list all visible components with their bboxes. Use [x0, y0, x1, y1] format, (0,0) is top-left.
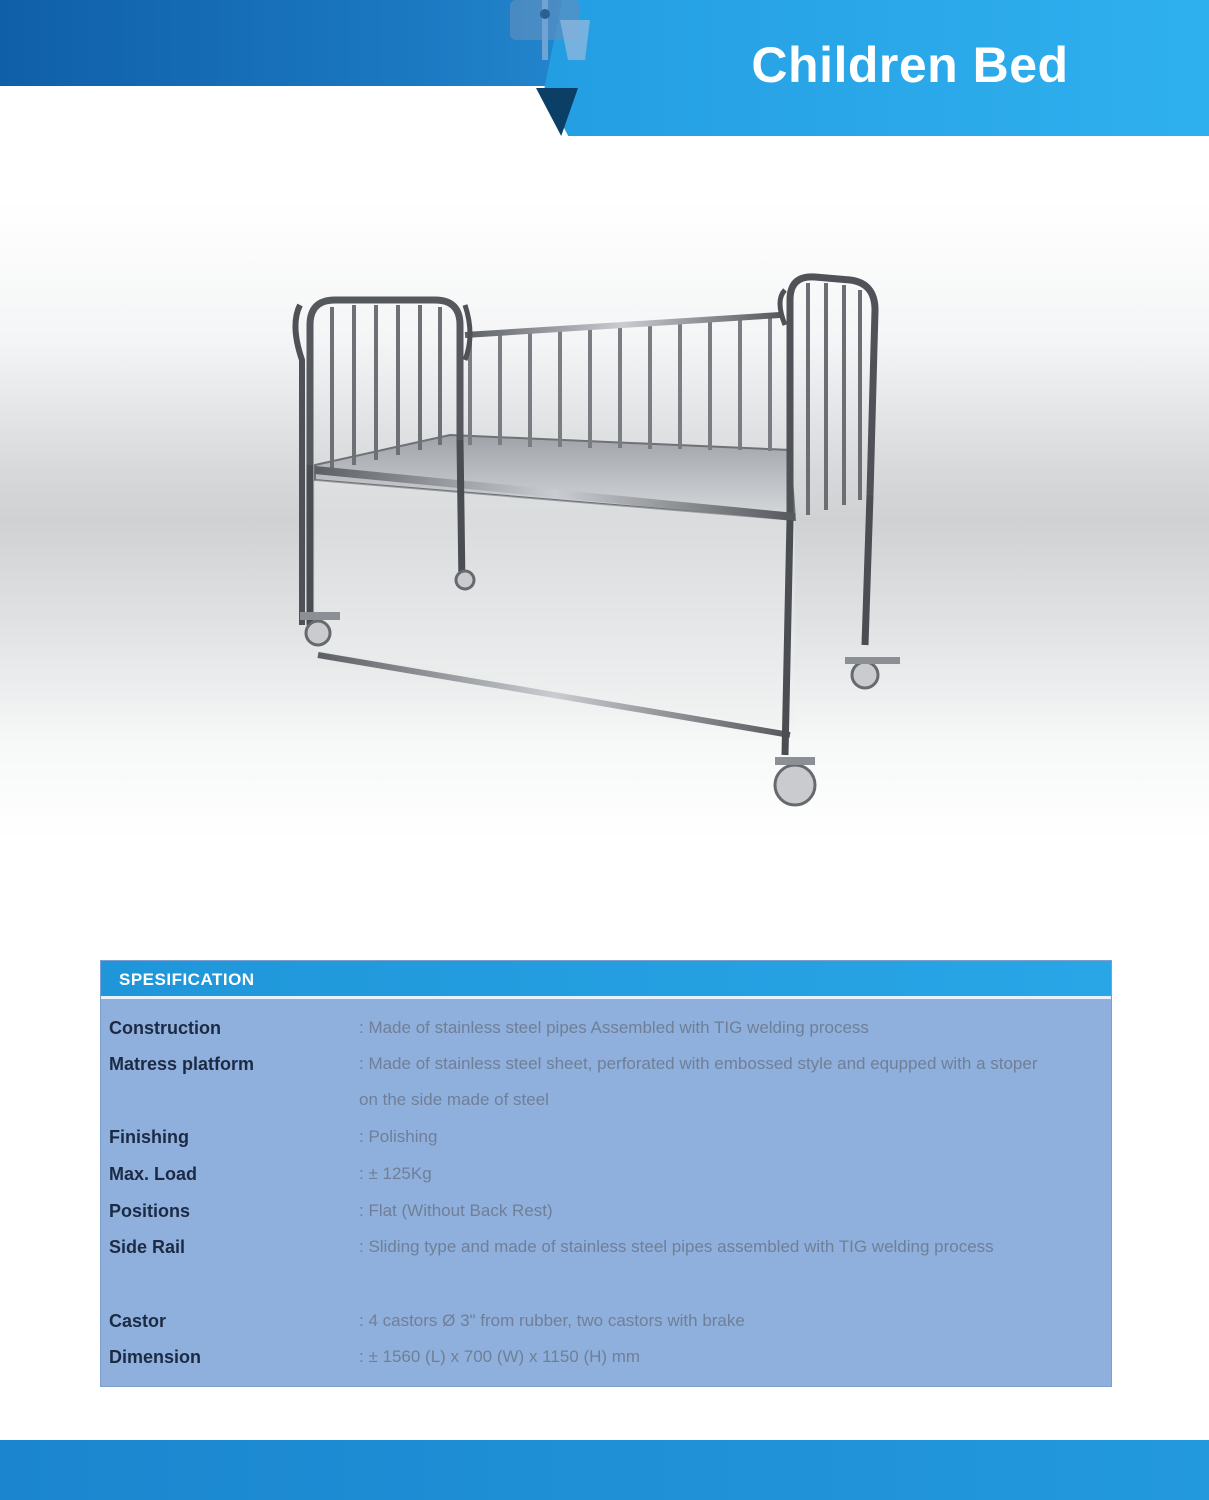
iv-stand-decoration-icon [490, 0, 600, 70]
spec-label: Matress platform [109, 1054, 255, 1074]
children-bed-image [270, 265, 920, 825]
spec-value: : Polishing [359, 1127, 438, 1146]
spec-label: Side Rail [109, 1237, 186, 1257]
spec-value: : ± 1560 (L) x 700 (W) x 1150 (H) mm [359, 1347, 641, 1366]
spec-value: : Flat (Without Back Rest) [359, 1201, 553, 1220]
spec-value: : 4 castors Ø 3" from rubber, two castors with brake [359, 1311, 745, 1330]
spec-label: Max. Load [109, 1164, 198, 1184]
spec-label: Positions [109, 1201, 191, 1221]
spec-value: : Sliding type and made of stainless steel pipes assembled with TIG welding process [359, 1237, 994, 1256]
spec-label: Castor [109, 1311, 167, 1331]
specification-header [101, 961, 1111, 999]
spec-value: : ± 125Kg [359, 1164, 432, 1183]
spec-label: Finishing [109, 1127, 189, 1147]
specification-heading: SPESIFICATION [119, 970, 255, 989]
spec-label: Dimension [109, 1347, 202, 1367]
page-title: Children Bed [751, 37, 1069, 93]
spec-value: : Made of stainless steel pipes Assembled with TIG welding process [359, 1018, 869, 1037]
specification-table [100, 960, 1112, 1387]
spec-value: : Made of stainless steel sheet, perforated with embossed style and equpped with a stoper on the side made of steel [359, 1054, 1038, 1109]
spec-label: Construction [109, 1018, 221, 1038]
footer-band [0, 1440, 1209, 1500]
